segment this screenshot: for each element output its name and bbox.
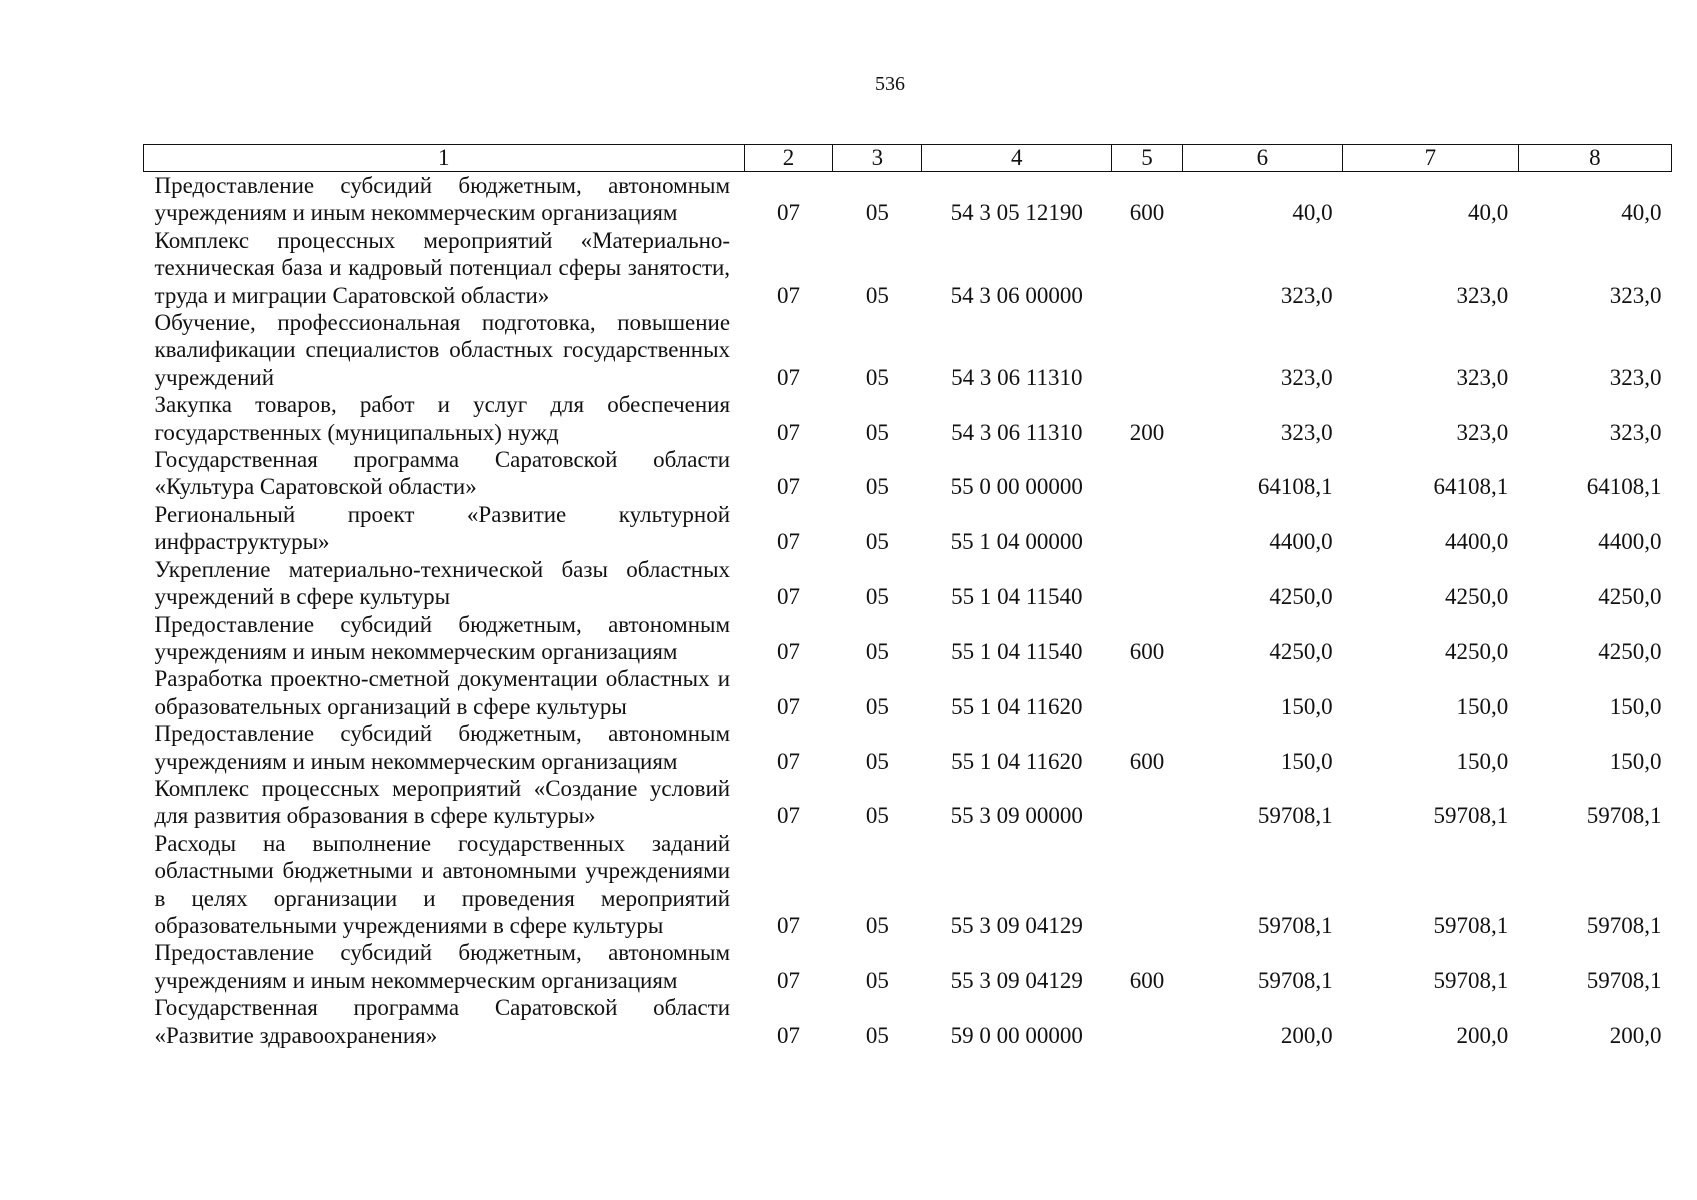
row-subsection: 05	[865, 200, 889, 226]
row-target-code: 54 3 06 11310	[951, 364, 1083, 390]
row-value-7: 59708,1	[1433, 803, 1509, 829]
row-expense-type	[1112, 775, 1182, 830]
table-row	[144, 611, 1672, 666]
row-value-7: 64108,1	[1433, 474, 1509, 500]
row-expense-type	[1112, 830, 1182, 940]
row-subsection: 05	[865, 1022, 889, 1048]
table-row	[144, 994, 1672, 1049]
row-value-6: 150,0	[1280, 693, 1333, 719]
row-value-7: 323,0	[1456, 364, 1509, 390]
row-expense-type: 600	[1129, 967, 1165, 993]
row-section: 07	[776, 364, 800, 390]
row-value-6: 4250,0	[1269, 584, 1333, 610]
row-name: Государственная программа Саратовской области «Культура Саратовской области»	[154, 447, 731, 500]
table-row	[144, 446, 1672, 501]
header-row	[144, 145, 1672, 172]
table-row	[144, 830, 1672, 940]
row-name: Предоставление субсидий бюджетным, автономным учреждениям и иным некоммерческим организациям	[154, 721, 731, 774]
row-name: Обучение, профессиональная подготовка, повышение квалификации специалистов областных государственных учреждений	[154, 310, 731, 390]
row-value-7: 200,0	[1456, 1022, 1509, 1048]
row-value-6: 59708,1	[1257, 912, 1333, 938]
row-target-code: 55 1 04 11540	[951, 584, 1083, 610]
row-expense-type	[1112, 227, 1182, 309]
row-section: 07	[776, 967, 800, 993]
row-name: Государственная программа Саратовской области «Развитие здравоохранения»	[154, 995, 731, 1048]
row-value-8: 64108,1	[1586, 474, 1662, 500]
row-value-6: 4250,0	[1269, 638, 1333, 664]
row-value-7: 150,0	[1456, 748, 1509, 774]
row-expense-type	[1112, 446, 1182, 501]
row-value-7: 4400,0	[1444, 529, 1509, 555]
row-value-8: 323,0	[1609, 419, 1662, 445]
row-value-8: 4250,0	[1598, 638, 1662, 664]
table-row	[144, 227, 1672, 309]
row-value-6: 323,0	[1280, 419, 1333, 445]
row-target-code: 54 3 06 00000	[950, 282, 1083, 308]
row-target-code: 54 3 05 12190	[950, 200, 1083, 226]
header-col-7: 7	[1343, 145, 1519, 172]
row-subsection: 05	[865, 967, 889, 993]
header-col-2: 2	[744, 145, 833, 172]
row-section: 07	[776, 529, 800, 555]
row-value-7: 59708,1	[1433, 967, 1509, 993]
row-expense-type: 200	[1129, 419, 1165, 445]
row-subsection: 05	[865, 474, 889, 500]
row-name: Предоставление субсидий бюджетным, автономным учреждениям и иным некоммерческим организациям	[154, 611, 731, 664]
row-value-6: 59708,1	[1257, 803, 1333, 829]
row-section: 07	[776, 419, 800, 445]
row-value-6: 323,0	[1280, 282, 1333, 308]
row-value-6: 64108,1	[1257, 474, 1333, 500]
row-value-7: 59708,1	[1433, 912, 1509, 938]
row-subsection: 05	[865, 364, 889, 390]
row-expense-type: 600	[1129, 200, 1165, 226]
row-section: 07	[776, 282, 800, 308]
row-target-code: 55 3 09 00000	[950, 803, 1083, 829]
table-row	[144, 720, 1672, 775]
row-target-code: 55 1 04 11620	[951, 693, 1083, 719]
row-target-code: 55 3 09 04129	[950, 967, 1083, 993]
page-number: 536	[875, 73, 905, 95]
row-name: Предоставление субсидий бюджетным, автономным учреждениям и иным некоммерческим организациям	[154, 173, 731, 226]
row-subsection: 05	[865, 912, 889, 938]
row-target-code: 55 0 00 00000	[950, 474, 1083, 500]
row-expense-type	[1112, 665, 1182, 720]
row-value-6: 59708,1	[1257, 967, 1333, 993]
row-name: Комплекс процессных мероприятий «Материально-техническая база и кадровый потенциал сферы занятости, труда и миграции Саратовской области»	[154, 227, 731, 308]
header-col-4: 4	[922, 145, 1112, 172]
row-target-code: 55 1 04 11540	[951, 638, 1083, 664]
row-name: Предоставление субсидий бюджетным, автономным учреждениям и иным некоммерческим организациям	[154, 940, 731, 993]
row-value-7: 40,0	[1467, 200, 1509, 226]
row-target-code: 55 1 04 00000	[950, 529, 1083, 555]
row-subsection: 05	[865, 693, 889, 719]
table-row	[144, 775, 1672, 830]
row-value-6: 4400,0	[1269, 529, 1333, 555]
row-expense-type: 600	[1129, 748, 1165, 774]
row-subsection: 05	[865, 748, 889, 774]
header-col-5: 5	[1112, 145, 1182, 172]
row-section: 07	[776, 912, 800, 938]
table-row	[144, 309, 1672, 391]
row-value-7: 4250,0	[1444, 584, 1509, 610]
row-section: 07	[776, 584, 800, 610]
header-col-1: 1	[144, 145, 745, 172]
row-target-code: 55 3 09 04129	[950, 912, 1083, 938]
row-expense-type	[1112, 309, 1182, 391]
row-name: Расходы на выполнение государственных заданий областными бюджетными и автономными учреждениями в целях организации и проведения мероприятий образовательными учреждениями в сфере культуры	[154, 830, 731, 938]
row-value-8: 4250,0	[1598, 584, 1662, 610]
row-subsection: 05	[865, 584, 889, 610]
header-col-8: 8	[1518, 145, 1671, 172]
row-name: Укрепление материально-технической базы областных учреждений в сфере культуры	[154, 556, 731, 610]
table-row	[144, 556, 1672, 611]
row-value-8: 323,0	[1609, 364, 1662, 390]
row-section: 07	[776, 474, 800, 500]
row-subsection: 05	[865, 803, 889, 829]
row-name: Разработка проектно-сметной документации областных и образовательных организаций в сфере культуры	[154, 666, 731, 719]
row-section: 07	[776, 803, 800, 829]
row-value-8: 59708,1	[1586, 803, 1662, 829]
row-value-7: 323,0	[1456, 282, 1509, 308]
table-row	[144, 501, 1672, 556]
row-expense-type: 600	[1129, 638, 1165, 664]
row-value-8: 323,0	[1609, 282, 1662, 308]
row-subsection: 05	[865, 419, 889, 445]
budget-table	[143, 144, 1672, 1049]
row-section: 07	[776, 1022, 800, 1048]
row-section: 07	[776, 200, 800, 226]
row-section: 07	[776, 638, 800, 664]
row-target-code: 59 0 00 00000	[950, 1022, 1083, 1048]
row-subsection: 05	[865, 529, 889, 555]
table-row	[144, 172, 1672, 227]
table-row	[144, 665, 1672, 720]
header-col-3: 3	[833, 145, 922, 172]
row-section: 07	[776, 693, 800, 719]
row-value-7: 150,0	[1456, 693, 1509, 719]
row-name: Региональный проект «Развитие культурной инфраструктуры»	[154, 501, 731, 555]
row-subsection: 05	[865, 638, 889, 664]
row-value-6: 150,0	[1280, 748, 1333, 774]
row-expense-type	[1112, 994, 1182, 1049]
row-value-8: 150,0	[1609, 693, 1662, 719]
row-expense-type	[1112, 556, 1182, 611]
row-name: Закупка товаров, работ и услуг для обеспечения государственных (муниципальных) нужд	[154, 392, 731, 445]
row-value-6: 40,0	[1292, 200, 1333, 226]
header-col-6: 6	[1182, 145, 1342, 172]
row-target-code: 55 1 04 11620	[951, 748, 1083, 774]
row-target-code: 54 3 06 11310	[951, 419, 1083, 445]
row-value-8: 150,0	[1609, 748, 1662, 774]
row-value-8: 200,0	[1609, 1022, 1662, 1048]
row-value-7: 323,0	[1456, 419, 1509, 445]
row-value-7: 4250,0	[1444, 638, 1509, 664]
row-value-8: 59708,1	[1586, 912, 1662, 938]
table-row	[144, 391, 1672, 446]
table-row	[144, 939, 1672, 994]
row-value-8: 40,0	[1621, 200, 1662, 226]
row-value-8: 4400,0	[1598, 529, 1662, 555]
row-subsection: 05	[865, 282, 889, 308]
row-expense-type	[1112, 501, 1182, 556]
row-name: Комплекс процессных мероприятий «Создание условий для развития образования в сфере культуры»	[154, 775, 731, 829]
row-section: 07	[776, 748, 800, 774]
row-value-8: 59708,1	[1586, 967, 1662, 993]
row-value-6: 323,0	[1280, 364, 1333, 390]
row-value-6: 200,0	[1280, 1022, 1333, 1048]
